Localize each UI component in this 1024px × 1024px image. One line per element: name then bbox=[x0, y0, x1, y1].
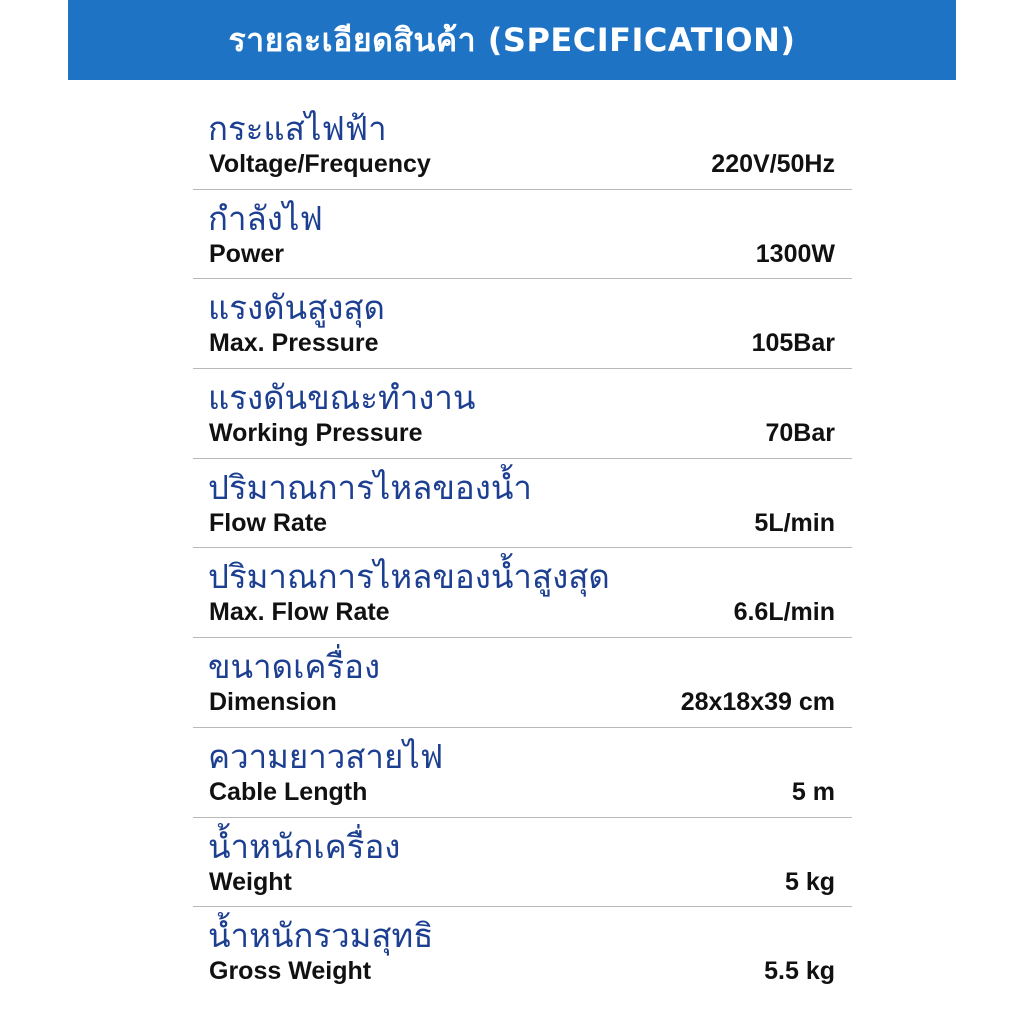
spec-english-label: Voltage/Frequency bbox=[209, 150, 431, 178]
spec-value: 105Bar bbox=[751, 329, 835, 358]
spec-english-label: Cable Length bbox=[209, 777, 368, 806]
specification-list bbox=[193, 100, 852, 997]
spec-row-cable-length bbox=[193, 728, 852, 818]
spec-value: 1300W bbox=[755, 239, 835, 268]
spec-value: 5 m bbox=[791, 777, 835, 806]
spec-row-voltage-frequency bbox=[193, 100, 852, 190]
spec-thai-label: ปริมาณการไหลของน้ำ bbox=[208, 467, 532, 507]
spec-row-flow-rate bbox=[193, 459, 852, 549]
spec-english-label: Flow Rate bbox=[209, 508, 328, 537]
spec-thai-label: แรงดันขณะทำงาน bbox=[208, 378, 476, 418]
spec-row-power bbox=[193, 190, 852, 280]
spec-thai-label: แรงดันสูงสุด bbox=[208, 288, 385, 328]
spec-value: 5 kg bbox=[784, 867, 835, 896]
spec-row-weight bbox=[193, 818, 852, 908]
spec-row-gross-weight bbox=[193, 907, 852, 997]
spec-english-label: Power bbox=[209, 239, 285, 268]
spec-english-label: Weight bbox=[209, 867, 292, 896]
spec-english-label: Working Pressure bbox=[209, 419, 423, 448]
page-title: รายละเอียดสินค้า (SPECIFICATION) bbox=[228, 20, 796, 59]
spec-row-working-pressure bbox=[193, 369, 852, 459]
spec-thai-label: ความยาวสายไฟ bbox=[208, 736, 444, 776]
specification-header bbox=[68, 0, 956, 80]
spec-thai-label: ปริมาณการไหลของน้ำสูงสุด bbox=[208, 557, 610, 597]
spec-row-max-pressure bbox=[193, 279, 852, 369]
spec-thai-label: น้ำหนักเครื่อง bbox=[208, 826, 401, 866]
spec-thai-label: ขนาดเครื่อง bbox=[208, 647, 381, 687]
spec-english-label: Max. Flow Rate bbox=[209, 598, 390, 627]
spec-english-label: Max. Pressure bbox=[209, 329, 379, 358]
spec-value: 5L/min bbox=[754, 508, 835, 537]
spec-value: 5.5 kg bbox=[764, 957, 835, 986]
spec-value: 6.6L/min bbox=[733, 598, 835, 627]
spec-thai-label: กระแสไฟฟ้า bbox=[208, 109, 387, 148]
spec-row-dimension bbox=[193, 638, 852, 728]
spec-value: 220V/50Hz bbox=[711, 150, 835, 178]
spec-thai-label: น้ำหนักรวมสุทธิ bbox=[208, 916, 434, 956]
spec-thai-label: กำลังไฟ bbox=[208, 198, 323, 238]
spec-value: 28x18x39 cm bbox=[680, 688, 835, 717]
spec-value: 70Bar bbox=[765, 419, 835, 448]
spec-english-label: Gross Weight bbox=[209, 957, 372, 986]
spec-row-max-flow-rate bbox=[193, 548, 852, 638]
spec-english-label: Dimension bbox=[209, 688, 337, 717]
